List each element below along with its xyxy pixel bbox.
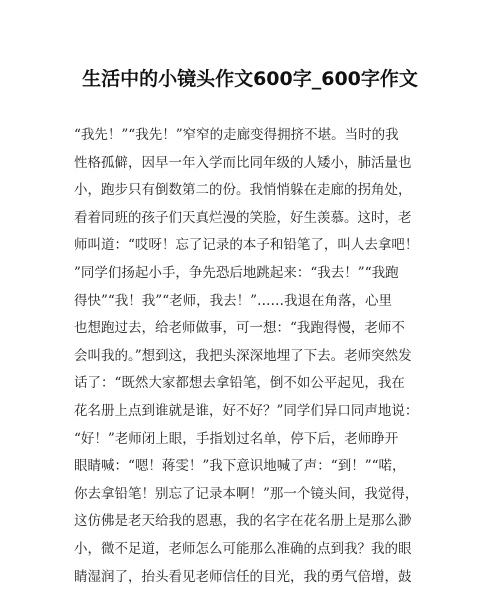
body-line: 这仿佛是老天给我的恩惠，我的名字在花名册上是那么渺 (74, 508, 434, 536)
body-line: 花名册上点到谁就是谁，好不好？”同学们异口同声地说： (74, 398, 434, 426)
body-line: 会叫我的。”想到这，我把头深深地埋了下去。老师突然发 (74, 343, 434, 371)
body-line: 看着同班的孩子们天真烂漫的笑脸，好生羡慕。这时，老 (74, 205, 434, 233)
article-title: 生活中的小镜头作文600字_600字作文 (0, 64, 500, 91)
body-line: “好！”老师闭上眼，手指划过名单，停下后，老师睁开 (74, 426, 434, 454)
body-line: 师叫道：“哎呀！忘了记录的本子和铅笔了，叫人去拿吧！ (74, 232, 434, 260)
body-line: ”同学们扬起小手，争先恐后地跳起来：“我去！”“我跑 (74, 260, 434, 288)
body-line: 你去拿铅笔！别忘了记录本啊！”那一个镜头间，我觉得， (74, 481, 434, 509)
body-line: 得快”“我！我”“老师，我去！”……我退在角落，心里 (74, 288, 434, 316)
body-line: 小，跑步只有倒数第二的份。我悄悄躲在走廊的拐角处， (74, 177, 434, 205)
body-line: 眼睛喊：“嗯！蒋雯！”我下意识地喊了声：“到！”“喏， (74, 453, 434, 481)
article-body (74, 122, 434, 591)
body-line: 性格孤僻，因早一年入学而比同年级的人矮小，肺活量也 (74, 150, 434, 178)
body-line: 话了：“既然大家都想去拿铅笔，倒不如公平起见，我在 (74, 370, 434, 398)
body-line: 睛湿润了，抬头看见老师信任的目光，我的勇气倍增，鼓 (74, 564, 434, 591)
body-line: “我先！”“我先！”窄窄的走廊变得拥挤不堪。当时的我 (74, 122, 434, 150)
body-line: 也想跑过去，给老师做事，可一想：“我跑得慢，老师不 (74, 315, 434, 343)
body-line: 小，微不足道，老师怎么可能那么准确的点到我？我的眼 (74, 536, 434, 564)
